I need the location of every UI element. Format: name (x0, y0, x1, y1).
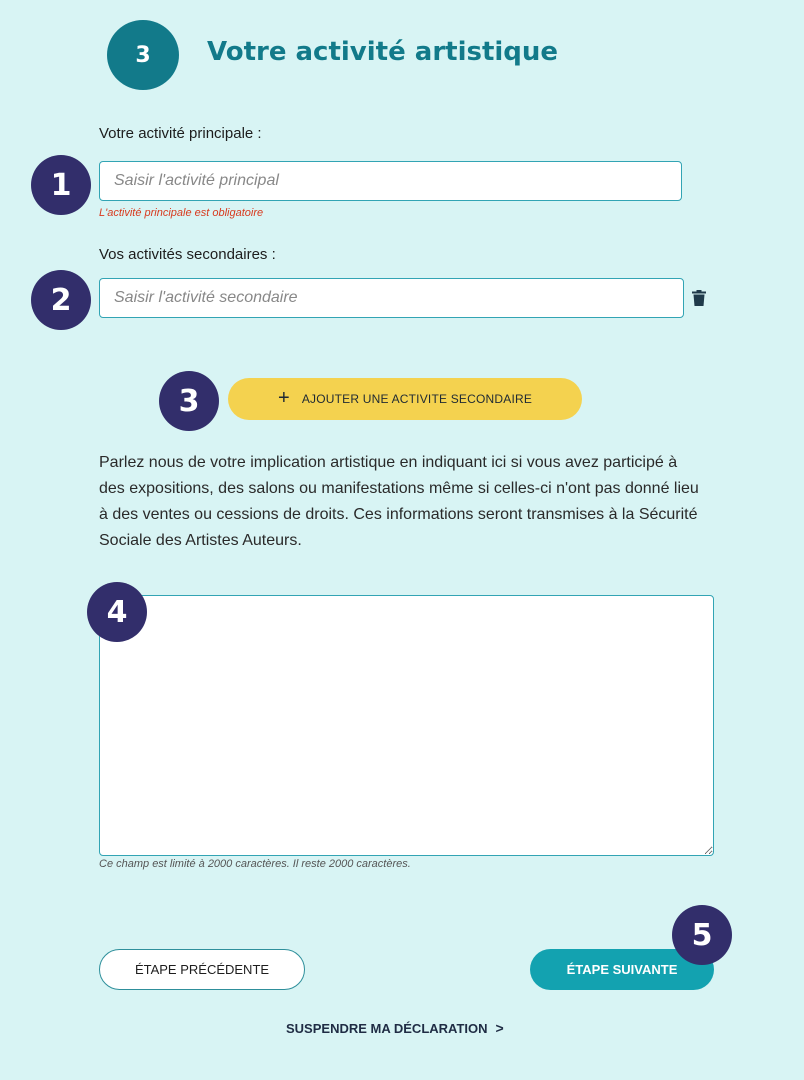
annotation-badge-3 (159, 371, 219, 431)
annotation-badge-1 (31, 155, 91, 215)
character-limit-hint: Ce champ est limité à 2000 caractères. Il reste 2000 caractères. (99, 858, 411, 870)
next-step-label: ÉTAPE SUIVANTE (566, 962, 678, 977)
previous-step-label: ÉTAPE PRÉCÉDENTE (134, 962, 270, 977)
annotation-badge-number: 3 (178, 383, 200, 419)
step-number: 3 (135, 42, 151, 68)
plus-icon: + (277, 387, 290, 409)
annotation-badge-4 (87, 582, 147, 642)
step-number-circle (107, 20, 179, 90)
annotation-badge-number: 5 (691, 917, 713, 953)
annotation-badge-2 (31, 270, 91, 330)
main-activity-error: L'activité principale est obligatoire (99, 207, 264, 219)
chevron-right-icon: > (495, 1020, 504, 1036)
annotation-badge-number: 4 (106, 594, 128, 630)
annotation-badge-5 (672, 905, 732, 965)
suspend-declaration-label: SUSPENDRE MA DÉCLARATION (286, 1020, 488, 1036)
artistic-involvement-description: Parlez nous de votre implication artistique en indiquant ici si vous avez participé à des expositions, des salons ou manifestations même si celles-ci n'ont pas donné lieu à des ventes ou cessions de droits. Ces informations seront transmises à la Sécurité Sociale des Artistes Auteurs. (99, 454, 699, 549)
add-secondary-activity-label: AJOUTER UNE ACTIVITE SECONDAIRE (301, 392, 533, 406)
artistic-involvement-textarea[interactable] (99, 595, 714, 856)
annotation-badge-number: 1 (50, 167, 72, 203)
annotation-badge-number: 2 (50, 282, 72, 318)
secondary-activity-input[interactable] (99, 278, 684, 318)
main-activity-input[interactable] (99, 161, 682, 201)
page-title: Votre activité artistique (207, 37, 559, 67)
suspend-declaration-link[interactable] (286, 1020, 504, 1036)
secondary-activities-label: Vos activités secondaires : (99, 246, 276, 263)
main-activity-label: Votre activité principale : (99, 125, 262, 142)
previous-step-button[interactable] (99, 949, 305, 990)
add-secondary-activity-button[interactable] (228, 378, 582, 420)
trash-icon[interactable] (692, 290, 706, 306)
